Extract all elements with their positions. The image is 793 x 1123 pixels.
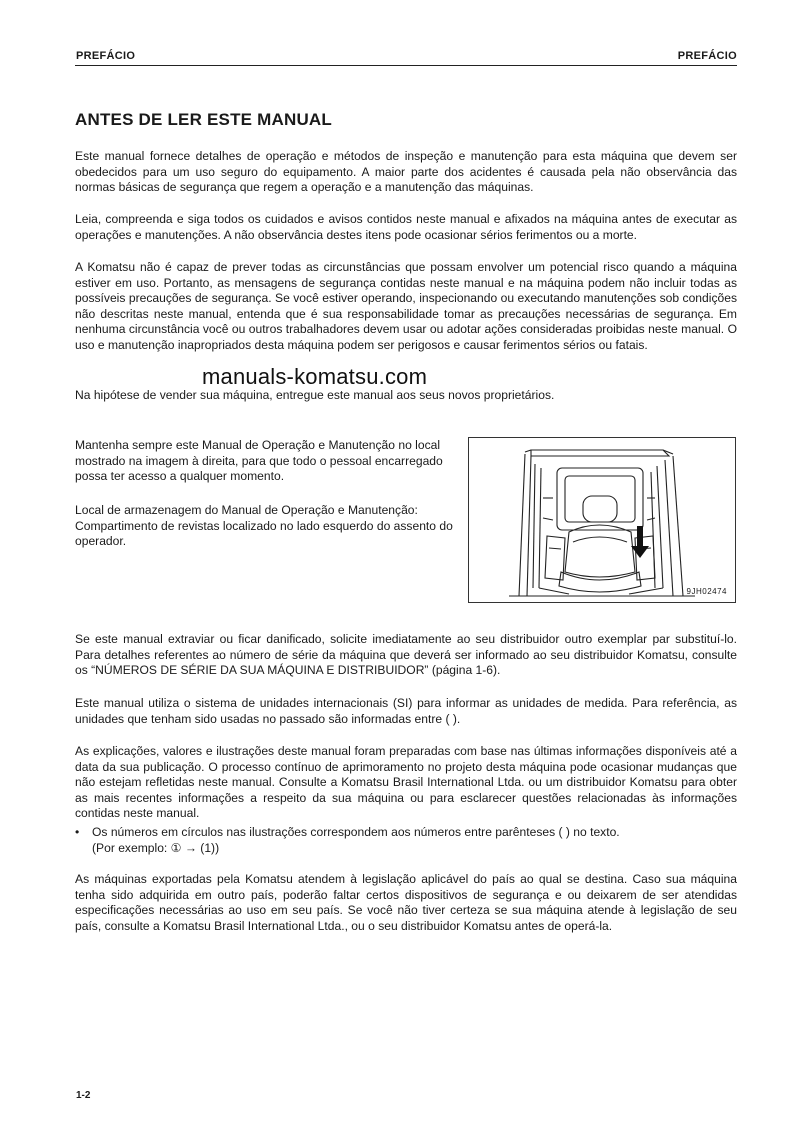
figure-code: 9JH02474 [686, 587, 727, 596]
bullet-example [75, 841, 737, 857]
paragraph-keep-manual: Mantenha sempre este Manual de Operação e Manutenção no local mostrado na imagem à direita, para que todo o pessoal encarregado possa ter acesso a qualquer momento. [75, 438, 443, 484]
bullet-example-text: (Por exemplo: ① → (1)) [92, 841, 220, 855]
paragraph-storage-location: Local de armazenagem do Manual de Operação e Manutenção: Compartimento de revistas localizado no lado esquerdo do assento do operador. [75, 503, 453, 549]
paragraph-komatsu-risk: A Komatsu não é capaz de prever todas as circunstâncias que possam envolver um potencial risco quando a máquina estiver em uso. Portanto, as mensagens de segurança contidas neste manual e na máquina podem não incluir todas as possíveis precauções de segurança. Se você estiver operando, inspecionando ou executando manutenções sob condições não descritas neste manual, entenda que é sua responsabilidade tomar as precauções necessárias de segurança. Em nenhuma circunstância você ou outros trabalhadores devem usar ou adotar ações consideradas proibidas neste manual. O uso e manutenção inapropriados desta máquina podem ser perigosos e causar ferimentos sérios ou fatais. [75, 260, 737, 352]
bullet-symbol: • [75, 825, 80, 839]
paragraph-lost-manual: Se este manual extraviar ou ficar danificado, solicite imediatamente ao seu distribuidor outro exemplar par substituí-lo. Para detalhes referentes ao número de série da máquina que deverá ser informado ao seu distribuidor Komatsu, consulte os “NÚMEROS DE SÉRIE DA SUA MÁQUINA E DISTRIBUIDOR” (página 1-6). [75, 632, 737, 678]
paragraph-intro: Este manual fornece detalhes de operação e métodos de inspeção e manutenção para esta máquina que devem ser obedecidos para um uso seguro do equipamento. A maior parte dos acidentes é causada pela não observância das normas básicas de segurança que regem a operação e a manutenção das máquinas. [75, 149, 737, 195]
operator-cab-illustration-icon [469, 438, 735, 602]
paragraph-explanations: As explicações, valores e ilustrações deste manual foram preparadas com base nas últimas informações disponíveis até a data da sua publicação. O processo contínuo de aprimoramento no projeto desta máquina pode ocasionar mudanças que não estejam refletidas neste manual. Consulte a Komatsu Brasil International Ltda. ou um distribuidor Komatsu para obter as mais recentes informações a respeito da sua máquina ou para esclarecer questões relacionadas às informações contidas neste manual. [75, 744, 737, 821]
page-title: ANTES DE LER ESTE MANUAL [75, 110, 332, 129]
bullet-text: Os números em círculos nas ilustrações correspondem aos números entre parênteses ( ) no texto. [92, 825, 620, 839]
bullet-item [75, 825, 737, 841]
header-rule [75, 65, 737, 66]
cab-figure [468, 437, 736, 603]
page-number: 1-2 [76, 1090, 91, 1101]
paragraph-exported-machines: As máquinas exportadas pela Komatsu atendem à legislação aplicável do país ao qual se destina. Caso sua máquina tenha sido adquirida em outro país, poderão faltar certos dispositivos de segurança e ou deixarem de ser atendidas especificações necessárias ao uso em seu país. Se você não tiver certeza se sua máquina atende à legislação de seu país, consulte a Komatsu Brasil International Ltda., ou o seu distribuidor Komatsu antes de operá-la. [75, 872, 737, 933]
header-left: PREFÁCIO [76, 50, 136, 62]
paragraph-read-warnings: Leia, compreenda e siga todos os cuidados e avisos contidos neste manual e afixados na máquina antes de executar as operações e manutenções. A não observância destes itens pode ocasionar sérios ferimentos ou a morte. [75, 212, 737, 242]
watermark-text: manuals-komatsu.com [202, 364, 428, 389]
header-right: PREFÁCIO [677, 50, 737, 62]
paragraph-si-units: Este manual utiliza o sistema de unidades internacionais (SI) para informar as unidades de medida. Para referência, as unidades que tenham sido usadas no passado são informadas entre ( ). [75, 696, 737, 726]
paragraph-sell-machine: Na hipótese de vender sua máquina, entregue este manual aos seus novos proprietários. [75, 388, 555, 402]
